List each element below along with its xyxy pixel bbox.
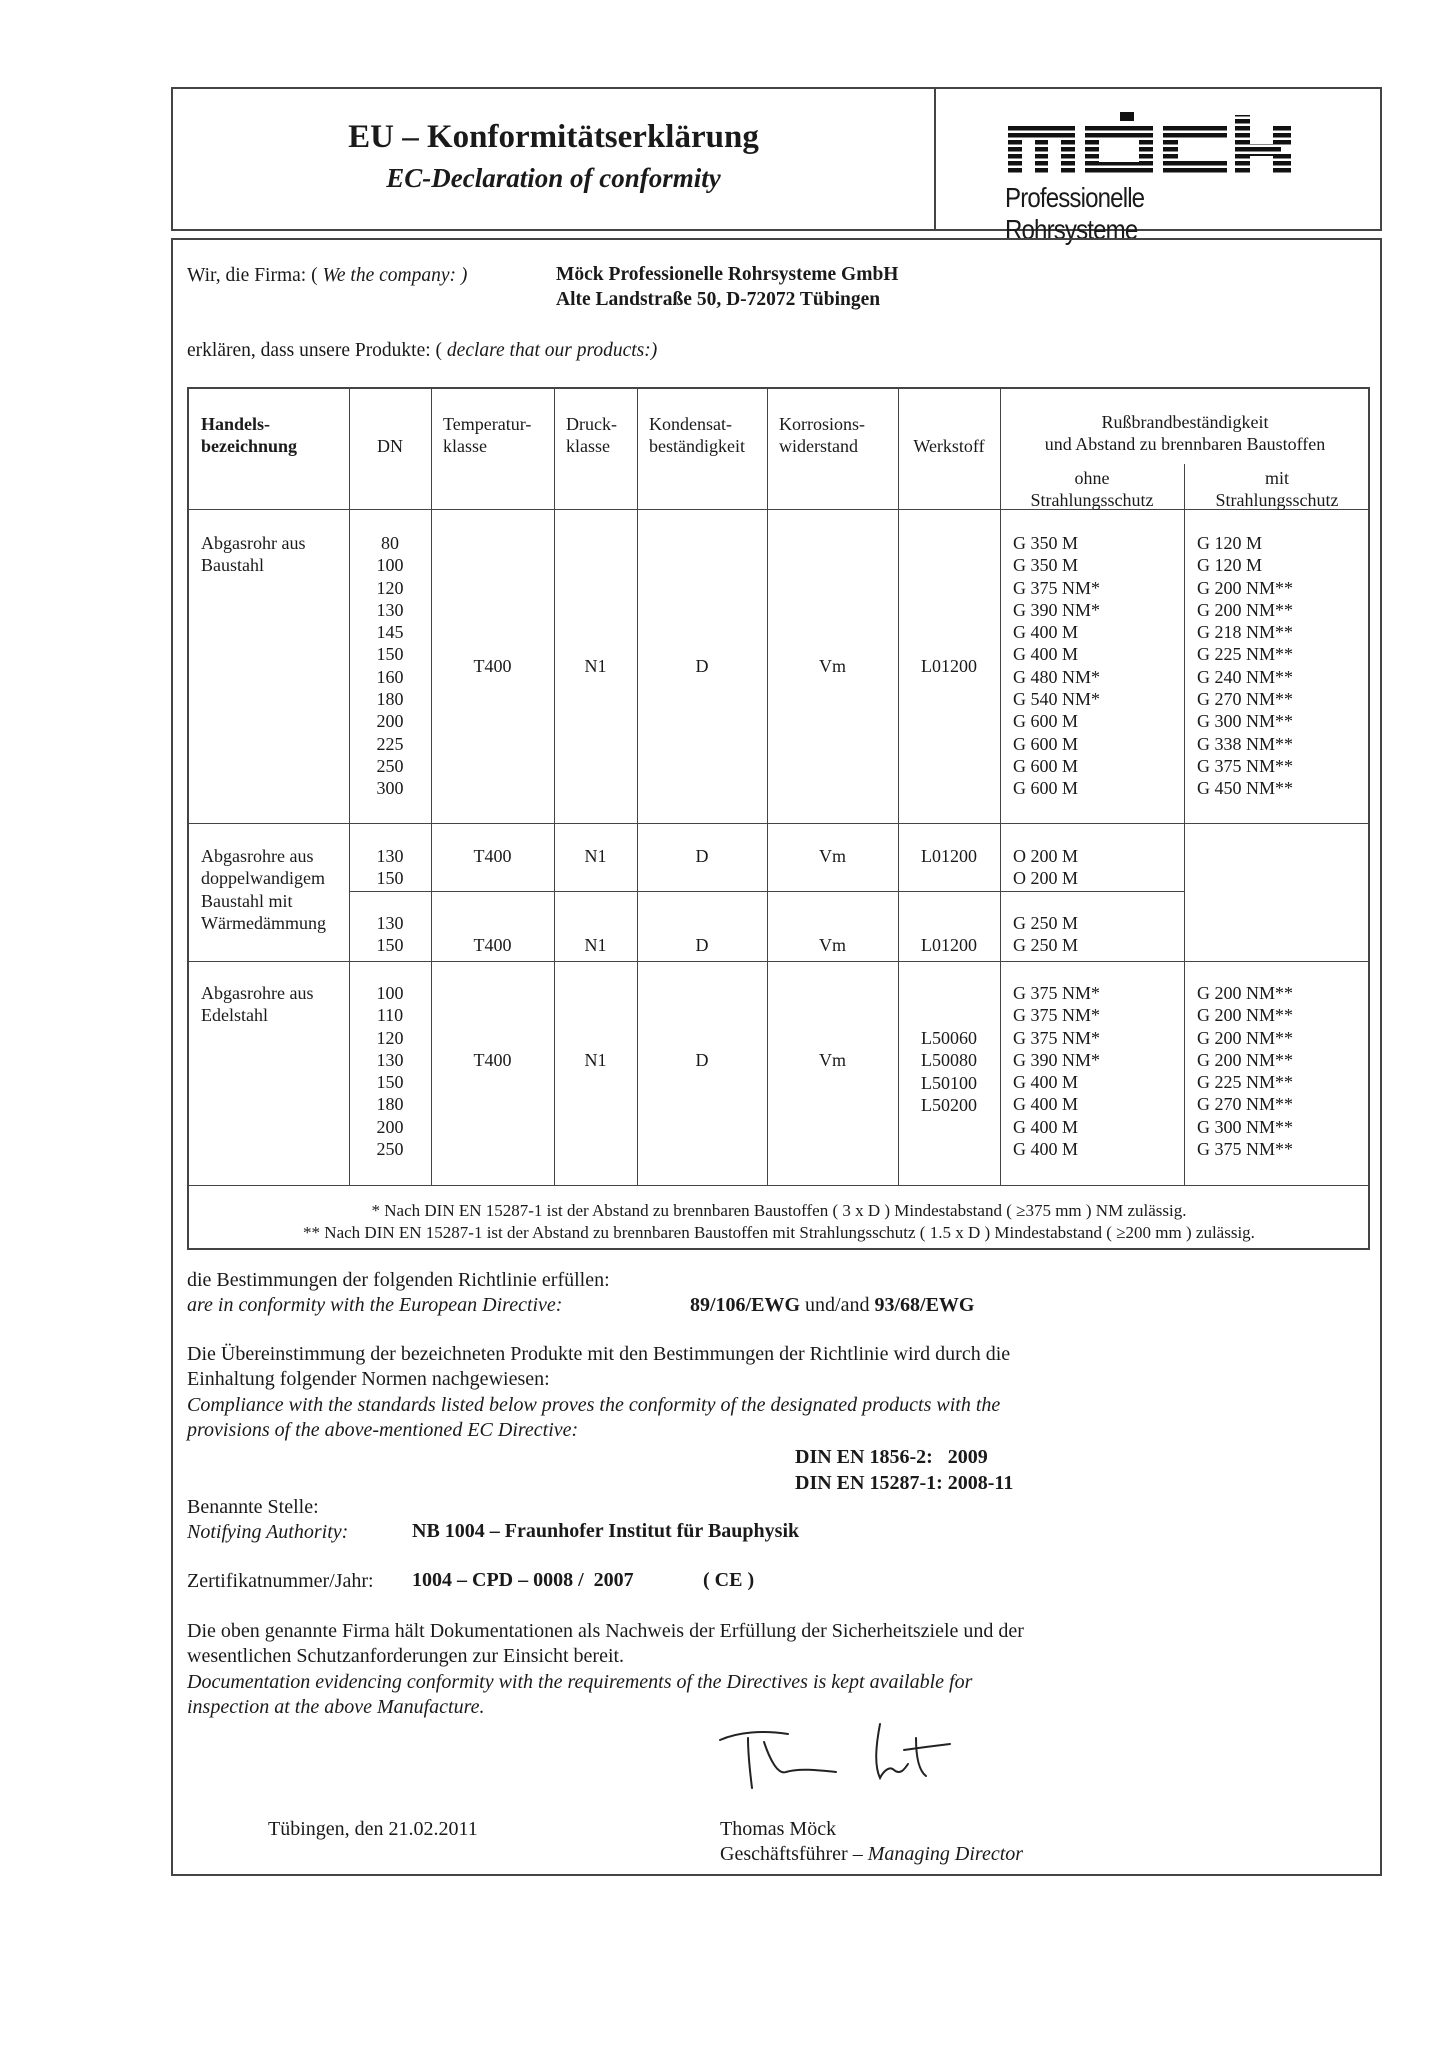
header-temperatur: Temperatur- klasse	[443, 414, 532, 456]
header-divider	[934, 89, 936, 229]
header-russbrand: Rußbrandbeständigkeit und Abstand zu brennbaren Baustoffen	[1044, 412, 1326, 454]
declare-line: erklären, dass unsere Produkte: ( declare that our products:)	[187, 340, 658, 361]
group2-dn-a: 130 150	[376, 846, 404, 889]
header-kondensat: Kondensat- beständigkeit	[649, 414, 745, 456]
group1-druck: N1	[584, 656, 607, 676]
footnote-two-star: ** Nach DIN EN 15287-1 ist der Abstand zu brennbaren Baustoffen mit Strahlungsschutz ( 1.5 x D ) Mindestabstand ( ≥200 mm ) zulässig.	[303, 1223, 1255, 1242]
certificate-value: 1004 – CPD – 0008 / 2007	[412, 1569, 634, 1591]
documentation-en-2: inspection at the above Manufacture.	[187, 1696, 485, 1718]
group2-name: Abgasrohre aus doppelwandigem Baustahl mit Wärmedämmung	[201, 846, 326, 933]
product-table	[187, 387, 1370, 1250]
group2-ohne-a: O 200 M O 200 M	[1013, 846, 1079, 889]
title-english: EC-Declaration of conformity	[386, 163, 721, 193]
header-korrosion: Korrosions- widerstand	[779, 414, 865, 456]
group3-kondensat: D	[695, 1050, 709, 1070]
ce-mark: ( CE )	[703, 1569, 755, 1591]
company-address: Alte Landstraße 50, D-72072 Tübingen	[556, 289, 881, 310]
directive-values: 89/106/EWG und/and 93/68/EWG	[690, 1294, 975, 1316]
certificate-label: Zertifikatnummer/Jahr:	[187, 1570, 374, 1592]
group1-temp: T400	[473, 656, 512, 676]
group2-korrosion-b: Vm	[819, 935, 846, 955]
authority-value: NB 1004 – Fraunhofer Institut für Bauphysik	[412, 1520, 800, 1542]
compliance-en-1: Compliance with the standards listed below proves the conformity of the designated products with the	[187, 1394, 1001, 1416]
group1-mit: G 120 M G 120 M G 200 NM** G 200 NM** G 218 NM** G 225 NM** G 240 NM** G 270 NM** G 300 NM** G 338 NM** G 375 NM** G 450 NM**	[1197, 533, 1294, 799]
signer-name: Thomas Möck	[720, 1818, 837, 1840]
place-date: Tübingen, den 21.02.2011	[268, 1818, 478, 1840]
group1-werkstoff: L01200	[921, 656, 977, 676]
authority-label-de: Benannte Stelle:	[187, 1496, 319, 1518]
header-mit: mit Strahlungsschutz	[1215, 468, 1339, 510]
signer-role: Geschäftsführer – Managing Director	[720, 1843, 1024, 1865]
group3-ohne: G 375 NM* G 375 NM* G 375 NM* G 390 NM* G 400 M G 400 M G 400 M G 400 M	[1013, 983, 1101, 1160]
group3-temp: T400	[473, 1050, 512, 1070]
group2-dn-b: 130 150	[376, 913, 404, 956]
group2-werkstoff-b: L01200	[921, 935, 977, 955]
group3-druck: N1	[584, 1050, 607, 1070]
handwritten-signature	[718, 1720, 958, 1800]
moeck-logo	[1005, 112, 1305, 178]
title-german: EU – Konformitätserklärung	[348, 119, 759, 155]
group1-name: Abgasrohr aus Baustahl	[201, 533, 306, 576]
group1-dn: 80 100 120 130 145 150 160 180 200 225 250 300	[376, 533, 404, 799]
group2-kondensat-b: D	[695, 935, 709, 955]
group2-korrosion-a: Vm	[819, 846, 846, 866]
documentation-en-1: Documentation evidencing conformity with the requirements of the Directives is kept available for	[187, 1671, 973, 1693]
group3-dn: 100 110 120 130 150 180 200 250	[376, 983, 404, 1160]
group2-kondensat-a: D	[695, 846, 709, 866]
company-name: Möck Professionelle Rohrsysteme GmbH	[556, 264, 899, 285]
group2-werkstoff-a: L01200	[921, 846, 977, 866]
header-ohne: ohne Strahlungsschutz	[1030, 468, 1154, 510]
group1-ohne: G 350 M G 350 M G 375 NM* G 390 NM* G 400 M G 400 M G 480 NM* G 540 NM* G 600 M G 600 M G 600 M G 600 M	[1013, 533, 1101, 799]
header-werkstoff: Werkstoff	[913, 436, 985, 456]
authority-label-en: Notifying Authority:	[187, 1521, 349, 1543]
footnote-one-star: * Nach DIN EN 15287-1 ist der Abstand zu brennbaren Baustoffen ( 3 x D ) Mindestabstand ( ≥375 mm ) NM zulässig.	[371, 1201, 1187, 1220]
directive-line-de: die Bestimmungen der folgenden Richtlinie erfüllen:	[187, 1269, 610, 1291]
group3-name: Abgasrohre aus Edelstahl	[201, 983, 314, 1026]
group2-temp-b: T400	[473, 935, 512, 955]
group2-ohne-b: G 250 M G 250 M	[1013, 913, 1079, 956]
compliance-de-2: Einhaltung folgender Normen nachgewiesen:	[187, 1368, 550, 1390]
norm-2: DIN EN 15287-1: 2008-11	[795, 1472, 1014, 1494]
group1-korrosion: Vm	[819, 656, 846, 676]
company-label: Wir, die Firma: ( We the company: )	[187, 265, 468, 286]
group2-temp-a: T400	[473, 846, 512, 866]
group3-werkstoff: L50060 L50080 L50100 L50200	[921, 1028, 977, 1115]
group3-mit: G 200 NM** G 200 NM** G 200 NM** G 200 NM** G 225 NM** G 270 NM** G 300 NM** G 375 NM**	[1197, 983, 1294, 1160]
directive-line-en: are in conformity with the European Directive:	[187, 1294, 563, 1316]
norm-1: DIN EN 1856-2: 2009	[795, 1446, 988, 1468]
compliance-de-1: Die Übereinstimmung der bezeichneten Produkte mit den Bestimmungen der Richtlinie wird durch die	[187, 1343, 1011, 1365]
header-druck: Druck- klasse	[566, 414, 617, 456]
group2-druck-a: N1	[584, 846, 607, 866]
header-dn: DN	[377, 436, 403, 456]
group2-druck-b: N1	[584, 935, 607, 955]
logo-tagline: Professionelle Rohrsysteme	[1005, 182, 1145, 245]
documentation-de-2: wesentlichen Schutzanforderungen zur Einsicht bereit.	[187, 1645, 625, 1667]
documentation-de-1: Die oben genannte Firma hält Dokumentationen als Nachweis der Erfüllung der Sicherheitsziele und der	[187, 1620, 1024, 1642]
group1-kondensat: D	[695, 656, 709, 676]
compliance-en-2: provisions of the above-mentioned EC Directive:	[187, 1419, 579, 1441]
header-handels: Handels- bezeichnung	[201, 414, 298, 456]
group3-korrosion: Vm	[819, 1050, 846, 1070]
header-box	[171, 87, 1382, 245]
